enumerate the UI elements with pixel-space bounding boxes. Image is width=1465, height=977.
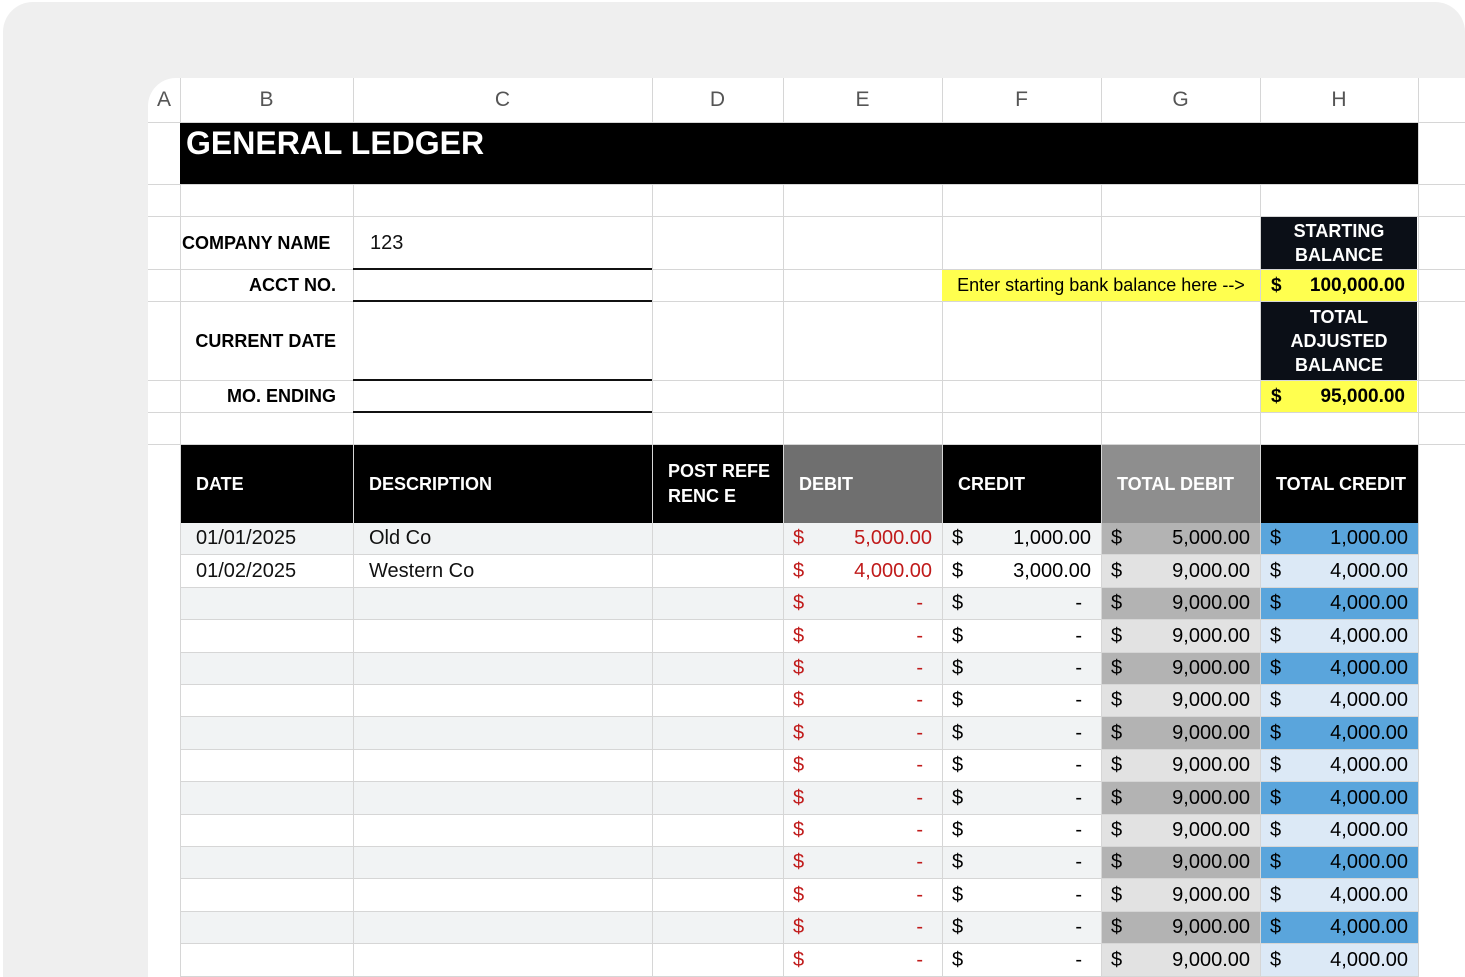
spreadsheet-grid (148, 78, 1465, 977)
currency-sign: $ (952, 527, 964, 549)
debit-value: - (916, 916, 923, 938)
total-credit-value: 4,000.00 (1330, 689, 1408, 711)
currency-sign: $ (952, 624, 964, 647)
column-header-f[interactable]: F (1015, 88, 1028, 111)
total-debit-value: 9,000.00 (1172, 657, 1250, 679)
table-row (148, 588, 1465, 620)
table-row (148, 750, 1465, 782)
currency-sign: $ (793, 721, 805, 744)
description-cell[interactable] (354, 620, 652, 653)
currency-sign: $ (1111, 657, 1123, 679)
adjusted-balance-value: 95,000.00 (1320, 385, 1405, 407)
credit-value: - (1075, 786, 1082, 809)
currency-sign: $ (1111, 851, 1123, 873)
total-debit-cell[interactable] (1102, 847, 1260, 879)
header-total-debit[interactable]: TOTAL DEBIT (1102, 445, 1260, 523)
description-cell[interactable] (354, 879, 652, 912)
ledger-table-body (148, 523, 1465, 977)
total-credit-cell[interactable] (1261, 912, 1418, 944)
post-reference-cell[interactable] (653, 912, 783, 944)
acct-no-field[interactable] (354, 270, 652, 301)
total-debit-cell[interactable] (1102, 944, 1260, 977)
currency-sign: $ (1270, 851, 1282, 873)
currency-sign: $ (952, 883, 964, 906)
currency-sign: $ (1270, 559, 1282, 582)
description-cell[interactable] (354, 588, 652, 620)
total-debit-cell[interactable] (1102, 879, 1260, 912)
post-reference-cell[interactable] (653, 847, 783, 879)
total-credit-cell[interactable] (1261, 717, 1418, 750)
total-debit-value: 5,000.00 (1172, 527, 1250, 549)
total-debit-value: 9,000.00 (1172, 592, 1250, 614)
debit-value: - (916, 754, 923, 776)
currency-sign: $ (952, 819, 964, 841)
table-row (148, 620, 1465, 653)
currency-sign: $ (1111, 689, 1123, 711)
acct-no-label: ACCT NO. (249, 275, 336, 295)
description-cell[interactable] (354, 653, 652, 685)
total-credit-cell[interactable] (1261, 750, 1418, 782)
currency-sign: $ (1111, 624, 1123, 647)
description-cell[interactable] (354, 912, 652, 944)
currency-sign: $ (793, 527, 805, 549)
column-header-a[interactable]: A (156, 88, 171, 111)
total-credit-cell[interactable] (1261, 815, 1418, 847)
window-frame (3, 2, 1465, 977)
debit-value: - (916, 689, 923, 711)
total-credit-value: 4,000.00 (1330, 754, 1408, 776)
currency-sign: $ (793, 916, 805, 938)
header-description[interactable]: DESCRIPTION (354, 445, 652, 523)
debit-cell[interactable] (784, 588, 942, 620)
debit-cell[interactable] (784, 750, 942, 782)
post-reference-cell[interactable] (653, 620, 783, 653)
description-text: Western Co (369, 559, 475, 582)
total-debit-cell[interactable] (1102, 523, 1260, 555)
table-row (148, 523, 1465, 555)
date-cell[interactable] (181, 782, 353, 815)
currency-sign: $ (952, 754, 964, 776)
date-cell[interactable] (181, 879, 353, 912)
currency-sign: $ (952, 948, 964, 971)
currency-sign: $ (793, 851, 805, 873)
currency-sign: $ (1271, 385, 1282, 407)
total-credit-value: 4,000.00 (1330, 883, 1408, 906)
date-cell[interactable] (181, 555, 353, 588)
page-title: GENERAL LEDGER (186, 125, 485, 161)
currency-sign: $ (1270, 592, 1282, 614)
credit-cell[interactable] (943, 620, 1101, 653)
debit-value: 5,000.00 (854, 527, 932, 549)
post-reference-cell[interactable] (653, 523, 783, 555)
post-reference-cell[interactable] (653, 815, 783, 847)
debit-value: - (916, 786, 923, 809)
currency-sign: $ (1111, 883, 1123, 906)
current-date-label: CURRENT DATE (195, 330, 336, 351)
date-cell[interactable] (181, 944, 353, 977)
total-credit-value: 4,000.00 (1330, 916, 1408, 938)
currency-sign: $ (952, 916, 964, 938)
post-reference-cell[interactable] (653, 555, 783, 588)
credit-value: - (1075, 689, 1082, 711)
currency-sign: $ (1270, 527, 1282, 549)
total-credit-cell[interactable] (1261, 523, 1418, 555)
currency-sign: $ (793, 559, 805, 582)
total-debit-value: 9,000.00 (1172, 819, 1250, 841)
total-debit-cell[interactable] (1102, 620, 1260, 653)
currency-sign: $ (1270, 689, 1282, 711)
debit-cell[interactable] (784, 847, 942, 879)
column-header-c[interactable]: C (494, 88, 511, 111)
total-credit-cell[interactable] (1261, 782, 1418, 815)
total-debit-value: 9,000.00 (1172, 721, 1250, 744)
currency-sign: $ (1270, 948, 1282, 971)
credit-cell[interactable] (943, 912, 1101, 944)
total-credit-cell[interactable] (1261, 944, 1418, 977)
total-credit-value: 4,000.00 (1330, 592, 1408, 614)
currency-sign: $ (952, 657, 964, 679)
date-cell[interactable] (181, 588, 353, 620)
total-credit-cell[interactable] (1261, 847, 1418, 879)
credit-value: - (1075, 948, 1082, 971)
currency-sign: $ (1270, 883, 1282, 906)
total-debit-cell[interactable] (1102, 750, 1260, 782)
description-cell[interactable] (354, 750, 652, 782)
currency-sign: $ (793, 754, 805, 776)
column-header-g[interactable]: G (1172, 88, 1189, 111)
mo-ending-underline (353, 411, 652, 413)
debit-cell[interactable] (784, 555, 942, 588)
credit-value: - (1075, 721, 1082, 744)
table-row (148, 782, 1465, 815)
currency-sign: $ (1111, 527, 1123, 549)
total-debit-value: 9,000.00 (1172, 883, 1250, 906)
debit-cell[interactable] (784, 912, 942, 944)
current-date-field[interactable] (354, 302, 652, 380)
credit-cell[interactable] (943, 588, 1101, 620)
post-reference-cell[interactable] (653, 782, 783, 815)
total-credit-cell[interactable] (1261, 555, 1418, 588)
credit-cell[interactable] (943, 782, 1101, 815)
total-credit-value: 1,000.00 (1330, 527, 1408, 549)
header-credit[interactable]: CREDIT (943, 445, 1101, 523)
post-reference-cell[interactable] (653, 717, 783, 750)
starting-balance-value: 100,000.00 (1309, 274, 1405, 296)
credit-cell[interactable] (943, 717, 1101, 750)
total-debit-cell[interactable] (1102, 782, 1260, 815)
credit-cell[interactable] (943, 944, 1101, 977)
currency-sign: $ (1270, 786, 1282, 809)
date-cell[interactable] (181, 653, 353, 685)
header-post-reference[interactable]: POST REFERENC E (653, 445, 783, 523)
total-credit-value: 4,000.00 (1330, 657, 1408, 679)
currency-sign: $ (1111, 819, 1123, 841)
column-header-d[interactable]: D (709, 88, 726, 111)
debit-cell[interactable] (784, 815, 942, 847)
currency-sign: $ (1111, 559, 1123, 582)
debit-cell[interactable] (784, 879, 942, 912)
credit-value: - (1075, 819, 1082, 841)
date-cell[interactable] (181, 685, 353, 717)
total-debit-value: 9,000.00 (1172, 559, 1250, 582)
description-cell[interactable] (354, 944, 652, 977)
debit-cell[interactable] (784, 717, 942, 750)
currency-sign: $ (1111, 754, 1123, 776)
currency-sign: $ (952, 559, 964, 582)
total-credit-cell[interactable] (1261, 879, 1418, 912)
debit-cell[interactable] (784, 523, 942, 555)
total-credit-value: 4,000.00 (1330, 851, 1408, 873)
table-row (148, 847, 1465, 879)
currency-sign: $ (1111, 786, 1123, 809)
credit-value: - (1075, 624, 1082, 647)
credit-value: - (1075, 592, 1082, 614)
description-cell[interactable] (354, 685, 652, 717)
company-name-field[interactable]: 123 (370, 231, 404, 254)
total-credit-cell[interactable] (1261, 620, 1418, 653)
title-bar (180, 123, 1418, 184)
post-reference-cell[interactable] (653, 653, 783, 685)
debit-value: - (916, 851, 923, 873)
post-reference-cell[interactable] (653, 750, 783, 782)
column-header-b[interactable]: B (259, 88, 274, 111)
debit-value: - (916, 819, 923, 841)
credit-value: - (1075, 883, 1082, 906)
table-row (148, 653, 1465, 685)
total-credit-cell[interactable] (1261, 653, 1418, 685)
post-reference-cell[interactable] (653, 944, 783, 977)
currency-sign: $ (1111, 721, 1123, 744)
currency-sign: $ (793, 883, 805, 906)
description-cell[interactable] (354, 555, 652, 588)
date-cell[interactable] (181, 750, 353, 782)
total-debit-cell[interactable] (1102, 555, 1260, 588)
total-credit-cell[interactable] (1261, 588, 1418, 620)
credit-value: - (1075, 754, 1082, 776)
starting-balance-header: STARTING BALANCE (1261, 217, 1417, 269)
total-debit-cell[interactable] (1102, 588, 1260, 620)
total-credit-value: 4,000.00 (1330, 624, 1408, 647)
total-debit-cell[interactable] (1102, 685, 1260, 717)
post-reference-cell[interactable] (653, 685, 783, 717)
currency-sign: $ (793, 689, 805, 711)
table-row (148, 815, 1465, 847)
currency-sign: $ (952, 851, 964, 873)
credit-value: 3,000.00 (1013, 559, 1091, 582)
total-credit-value: 4,000.00 (1330, 948, 1408, 971)
description-cell[interactable] (354, 523, 652, 555)
debit-value: 4,000.00 (854, 559, 932, 582)
currency-sign: $ (1271, 274, 1282, 296)
currency-sign: $ (1111, 916, 1123, 938)
debit-value: - (916, 657, 923, 679)
description-cell[interactable] (354, 717, 652, 750)
total-debit-value: 9,000.00 (1172, 851, 1250, 873)
total-debit-cell[interactable] (1102, 815, 1260, 847)
currency-sign: $ (1270, 916, 1282, 938)
date-cell[interactable] (181, 620, 353, 653)
debit-value: - (916, 624, 923, 647)
description-cell[interactable] (354, 847, 652, 879)
total-debit-cell[interactable] (1102, 717, 1260, 750)
currency-sign: $ (793, 592, 805, 614)
credit-cell[interactable] (943, 555, 1101, 588)
currency-sign: $ (952, 786, 964, 809)
debit-cell[interactable] (784, 653, 942, 685)
table-row (148, 912, 1465, 944)
table-row (148, 944, 1465, 977)
total-credit-value: 4,000.00 (1330, 786, 1408, 809)
header-debit[interactable]: DEBIT (784, 445, 942, 523)
table-row (148, 879, 1465, 912)
currency-sign: $ (1111, 592, 1123, 614)
credit-cell[interactable] (943, 847, 1101, 879)
credit-value: - (1075, 916, 1082, 938)
adjusted-balance-field (1261, 381, 1417, 412)
column-header-e[interactable]: E (855, 88, 870, 111)
table-row (148, 555, 1465, 588)
currency-sign: $ (793, 948, 805, 971)
header-date[interactable]: DATE (181, 445, 353, 523)
column-header-h[interactable]: H (1331, 88, 1347, 111)
credit-cell[interactable] (943, 879, 1101, 912)
currency-sign: $ (793, 624, 805, 647)
total-credit-value: 4,000.00 (1330, 721, 1408, 744)
currency-sign: $ (793, 657, 805, 679)
post-reference-cell[interactable] (653, 588, 783, 620)
total-debit-value: 9,000.00 (1172, 689, 1250, 711)
currency-sign: $ (952, 592, 964, 614)
currency-sign: $ (1270, 624, 1282, 647)
currency-sign: $ (1270, 657, 1282, 679)
credit-cell[interactable] (943, 523, 1101, 555)
date-text: 01/02/2025 (196, 559, 297, 582)
currency-sign: $ (1270, 754, 1282, 776)
table-row (148, 717, 1465, 750)
total-credit-cell[interactable] (1261, 685, 1418, 717)
post-reference-cell[interactable] (653, 879, 783, 912)
debit-value: - (916, 948, 923, 971)
currency-sign: $ (952, 689, 964, 711)
currency-sign: $ (1111, 948, 1123, 971)
total-debit-cell[interactable] (1102, 653, 1260, 685)
total-credit-value: 4,000.00 (1330, 559, 1408, 582)
debit-value: - (916, 883, 923, 906)
total-debit-value: 9,000.00 (1172, 948, 1250, 971)
description-cell[interactable] (354, 815, 652, 847)
total-debit-value: 9,000.00 (1172, 754, 1250, 776)
table-row (148, 685, 1465, 717)
description-text: Old Co (369, 527, 432, 549)
currency-sign: $ (793, 819, 805, 841)
total-debit-value: 9,000.00 (1172, 786, 1250, 809)
date-text: 01/01/2025 (196, 527, 297, 549)
currency-sign: $ (1270, 721, 1282, 744)
currency-sign: $ (952, 721, 964, 744)
mo-ending-label: MO. ENDING (226, 386, 336, 406)
starting-balance-field[interactable] (1261, 270, 1417, 301)
mo-ending-field[interactable] (354, 381, 652, 412)
currency-sign: $ (793, 786, 805, 809)
credit-cell[interactable] (943, 750, 1101, 782)
date-cell[interactable] (181, 717, 353, 750)
credit-cell[interactable] (943, 815, 1101, 847)
header-total-credit[interactable]: TOTAL CREDIT (1261, 445, 1418, 523)
credit-value: - (1075, 657, 1082, 679)
adjusted-balance-header: TOTAL ADJUSTED BALANCE (1261, 302, 1417, 380)
credit-cell[interactable] (943, 653, 1101, 685)
total-debit-cell[interactable] (1102, 912, 1260, 944)
total-credit-value: 4,000.00 (1330, 819, 1408, 841)
date-cell[interactable] (181, 815, 353, 847)
company-name-label: COMPANY NAME (182, 232, 331, 253)
debit-value: - (916, 592, 923, 614)
debit-value: - (916, 721, 923, 744)
date-cell[interactable] (181, 523, 353, 555)
date-cell[interactable] (181, 847, 353, 879)
debit-cell[interactable] (784, 944, 942, 977)
credit-cell[interactable] (943, 685, 1101, 717)
credit-value: 1,000.00 (1013, 527, 1091, 549)
debit-cell[interactable] (784, 685, 942, 717)
total-debit-value: 9,000.00 (1172, 916, 1250, 938)
total-debit-value: 9,000.00 (1172, 624, 1250, 647)
debit-cell[interactable] (784, 620, 942, 653)
date-cell[interactable] (181, 912, 353, 944)
currency-sign: $ (1270, 819, 1282, 841)
starting-balance-hint: Enter starting bank balance here --> (942, 270, 1260, 301)
description-cell[interactable] (354, 782, 652, 815)
credit-value: - (1075, 851, 1082, 873)
debit-cell[interactable] (784, 782, 942, 815)
